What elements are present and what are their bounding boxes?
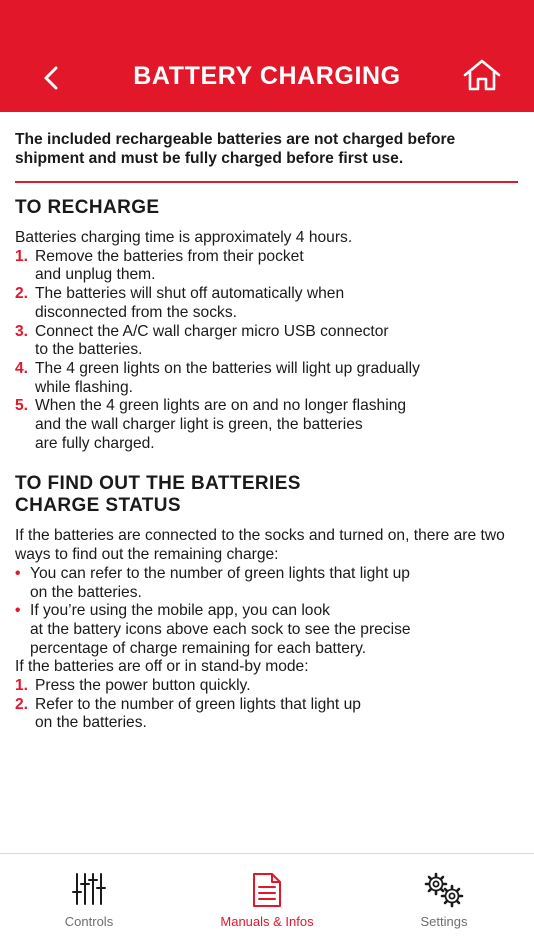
recharge-lead: Batteries charging time is approximately 4 hours. (15, 229, 353, 246)
tab-label: Manuals & Infos (220, 914, 314, 929)
step-text: Remove the batteries from their pocket and unplug them. (35, 247, 304, 284)
list-item (15, 248, 523, 285)
step-number: 1. (15, 247, 29, 265)
standby-lead: If the batteries are off or in stand-by mode: (15, 658, 309, 676)
step-number: 3. (15, 322, 29, 340)
step-number: 5. (15, 397, 29, 415)
step-text: Connect the A/C wall charger micro USB connector to the batteries. (35, 322, 389, 359)
gears-icon (422, 872, 466, 908)
section-title-charge-status (15, 473, 523, 517)
home-button[interactable] (460, 55, 504, 95)
step-text: When the 4 green lights are on and no longer flashing and the wall charger light is green, the batteries are fully charged. (35, 397, 407, 452)
tab-label: Settings (420, 914, 468, 929)
step-text: The batteries will shut off automatically when disconnected from the socks. (35, 285, 345, 321)
standby-steps (15, 677, 523, 733)
document-icon (251, 872, 283, 908)
list-item (15, 677, 523, 696)
list-item (15, 323, 523, 360)
manual-content (15, 130, 523, 733)
intro-notice: The included rechargeable batteries are not charged before shipment and must be fully charged before first use. (15, 131, 456, 167)
step-number: 4. (15, 359, 29, 377)
status-bullets (15, 565, 523, 659)
sliders-icon (71, 872, 107, 906)
step-number: 1. (15, 677, 29, 695)
section-title-line: TO FIND OUT THE BATTERIES (15, 473, 301, 495)
list-item (15, 397, 523, 453)
list-item (15, 285, 523, 322)
app-header (0, 0, 534, 112)
list-item (15, 360, 523, 397)
section-title-line: CHARGE STATUS (15, 495, 181, 517)
bullet-text: If you’re using the mobile app, you can look at the battery icons above each sock to see the precise percentage of charge remaining for each battery. (30, 602, 411, 657)
status-lead: If the batteries are connected to the socks and turned on, there are two ways to find out the remaining charge: (15, 527, 505, 564)
step-text: Press the power button quickly. (35, 677, 251, 695)
bottom-tab-bar (0, 853, 534, 950)
step-text: The 4 green lights on the batteries will light up gradually while flashing. (35, 359, 420, 396)
tab-manuals-infos[interactable] (197, 854, 337, 950)
section-title-recharge: TO RECHARGE (15, 197, 160, 218)
step-number: 2. (15, 285, 29, 303)
tab-controls[interactable] (19, 854, 159, 950)
page-title: BATTERY CHARGING (133, 62, 401, 90)
home-icon (462, 58, 502, 92)
tab-label: Controls (64, 914, 114, 929)
bullet-mark: • (15, 602, 21, 620)
section-divider (15, 181, 518, 183)
step-number: 2. (15, 695, 29, 713)
tab-settings[interactable] (374, 854, 514, 950)
step-text: Refer to the number of green lights that light up on the batteries. (35, 695, 361, 732)
recharge-steps (15, 248, 523, 454)
list-item (15, 696, 523, 733)
bullet-mark: • (15, 564, 21, 582)
list-item (15, 565, 523, 602)
bullet-text: You can refer to the number of green lights that light up on the batteries. (30, 564, 410, 601)
list-item (15, 602, 523, 658)
